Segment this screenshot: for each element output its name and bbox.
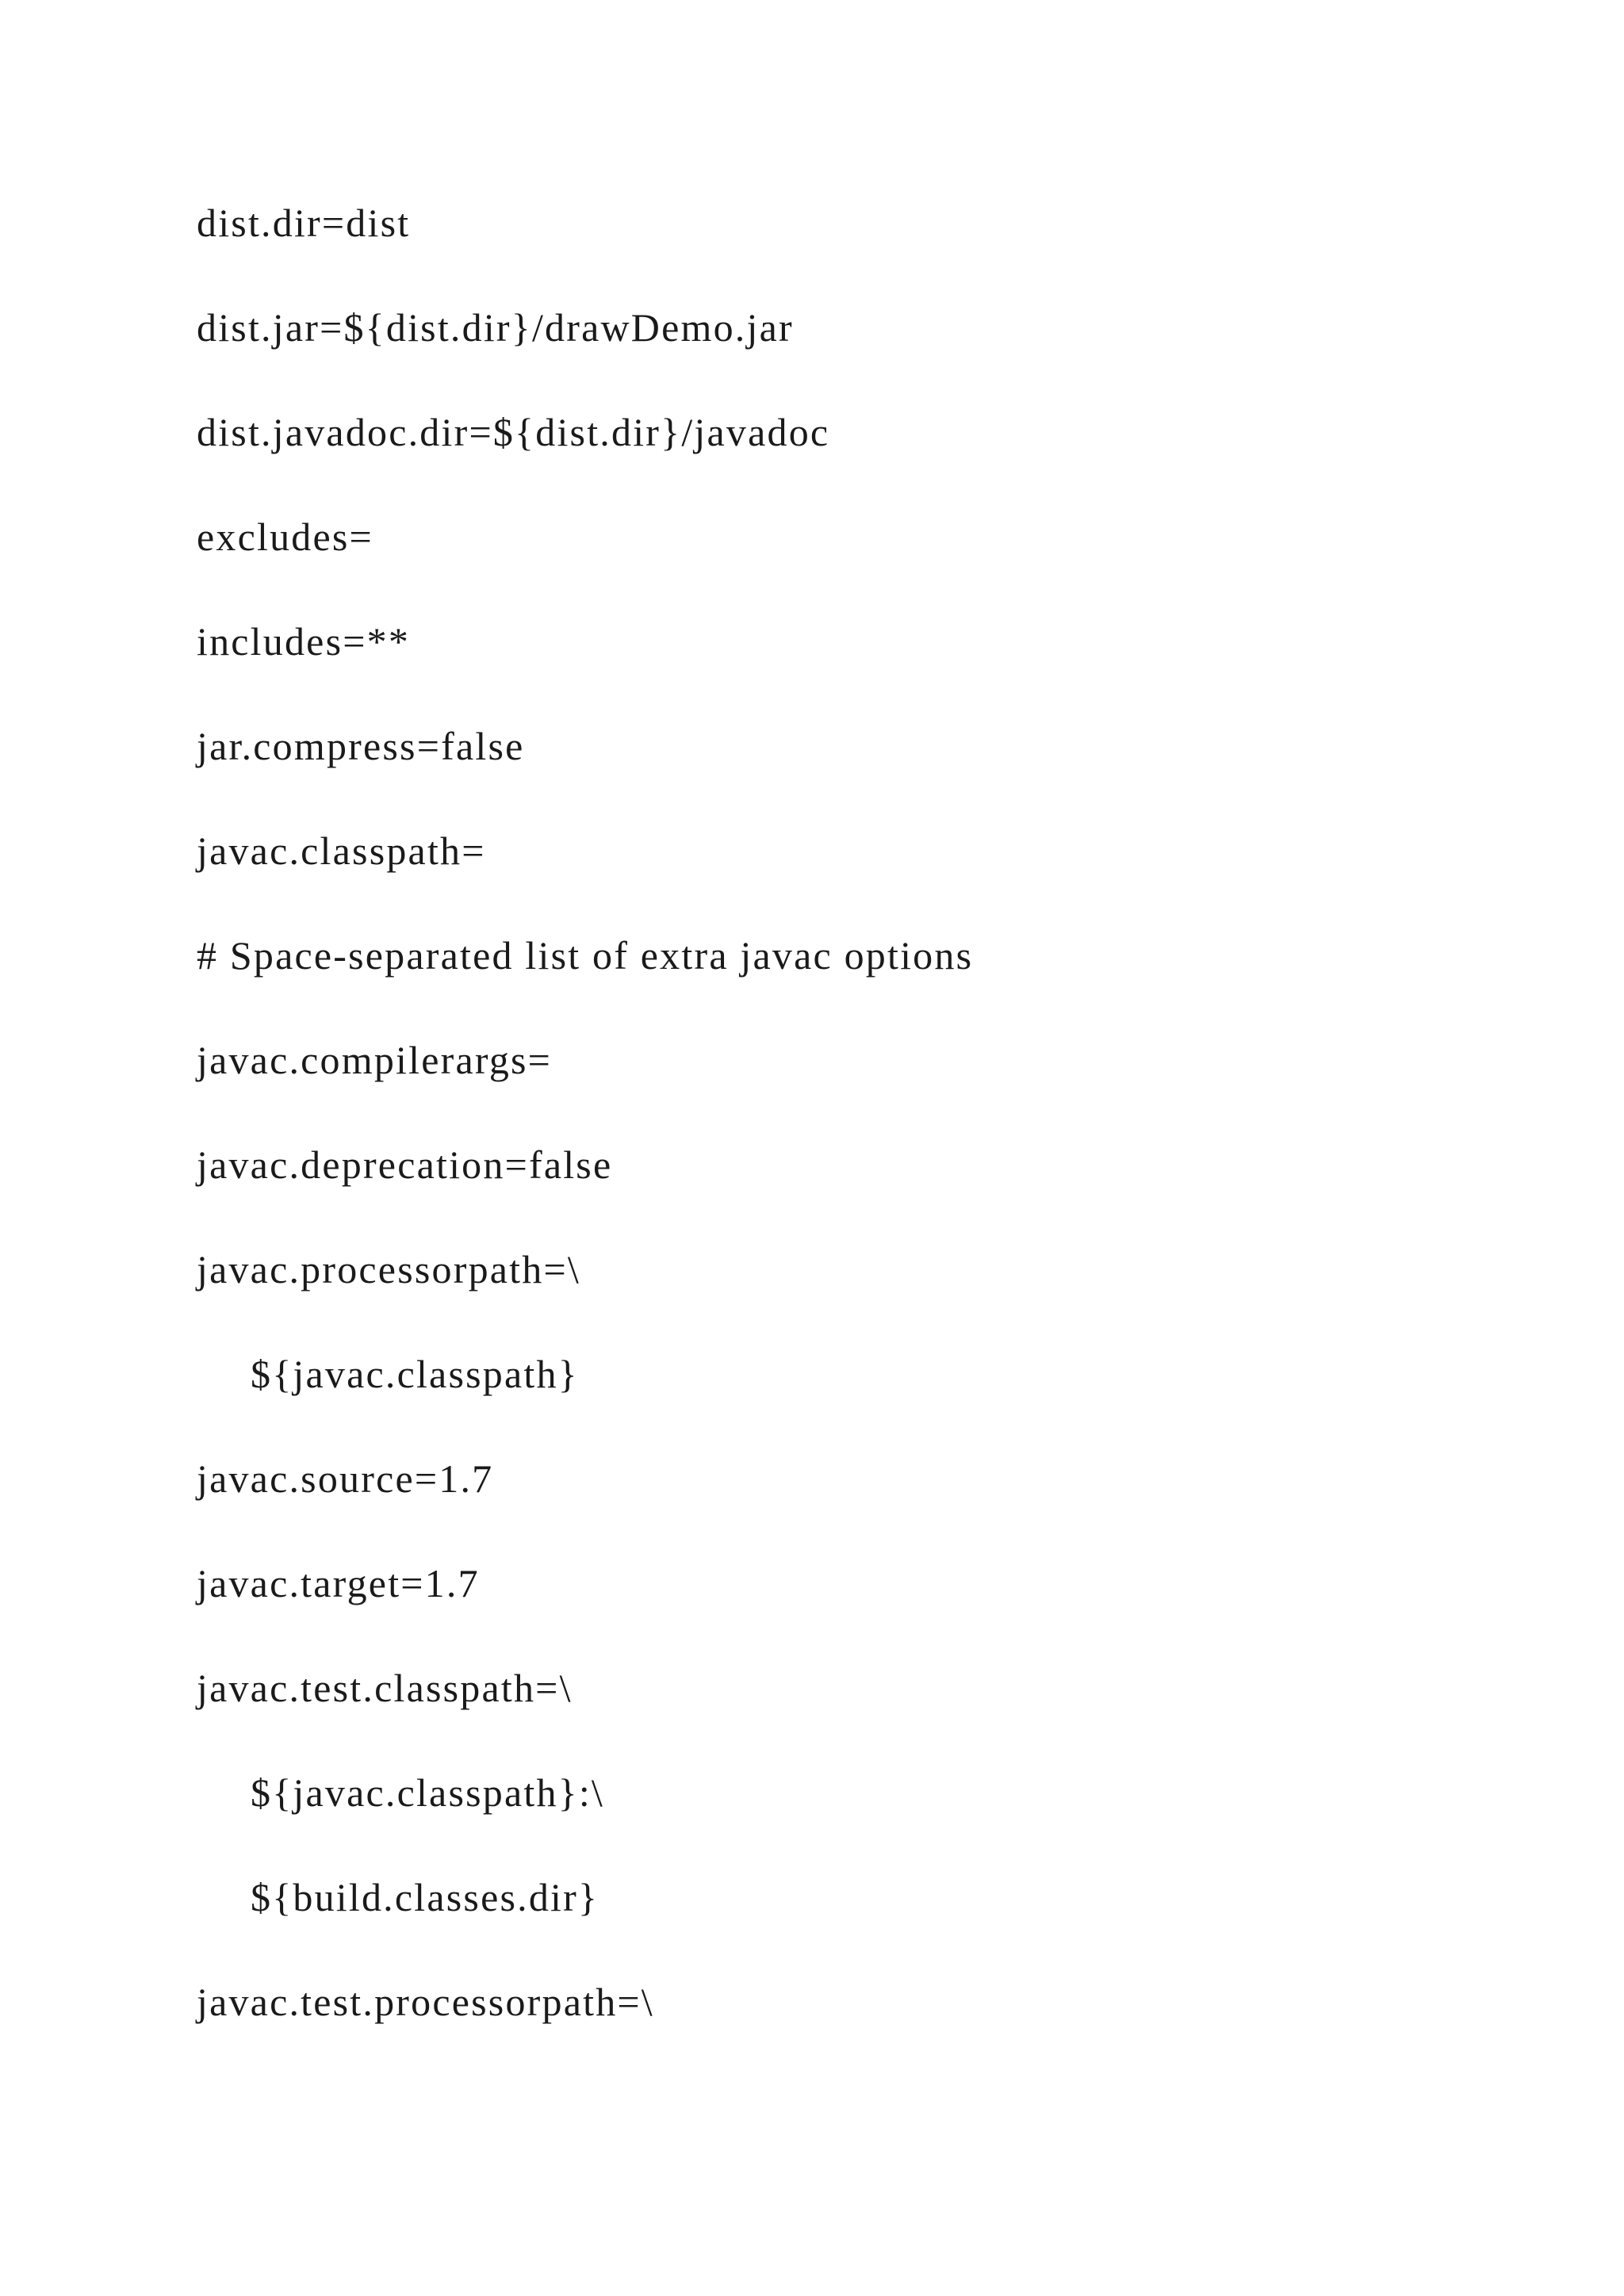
property-line: dist.jar=${dist.dir}/drawDemo.jar [197,305,794,350]
properties-text [197,193,973,2077]
property-line: javac.deprecation=false [197,1142,613,1187]
property-line: javac.compilerargs= [197,1038,553,1082]
continuation-line: ${build.classes.dir} [251,1875,599,1919]
property-line: includes=** [197,619,411,664]
comment-line: # Space-separated list of extra javac options [197,933,974,978]
continuation-line: ${javac.classpath}:\ [251,1770,605,1815]
property-line: javac.source=1.7 [197,1456,494,1501]
property-line: javac.processorpath=\ [197,1247,580,1292]
continuation-line: ${javac.classpath} [251,1352,579,1396]
property-line: dist.javadoc.dir=${dist.dir}/javadoc [197,410,830,454]
property-line: javac.classpath= [197,828,486,873]
property-line: excludes= [197,515,373,559]
property-line: jar.compress=false [197,724,525,768]
property-line: dist.dir=dist [197,201,411,245]
property-line: javac.test.processorpath=\ [197,1980,654,2024]
property-line: javac.target=1.7 [197,1561,480,1605]
property-line: javac.test.classpath=\ [197,1666,573,1710]
